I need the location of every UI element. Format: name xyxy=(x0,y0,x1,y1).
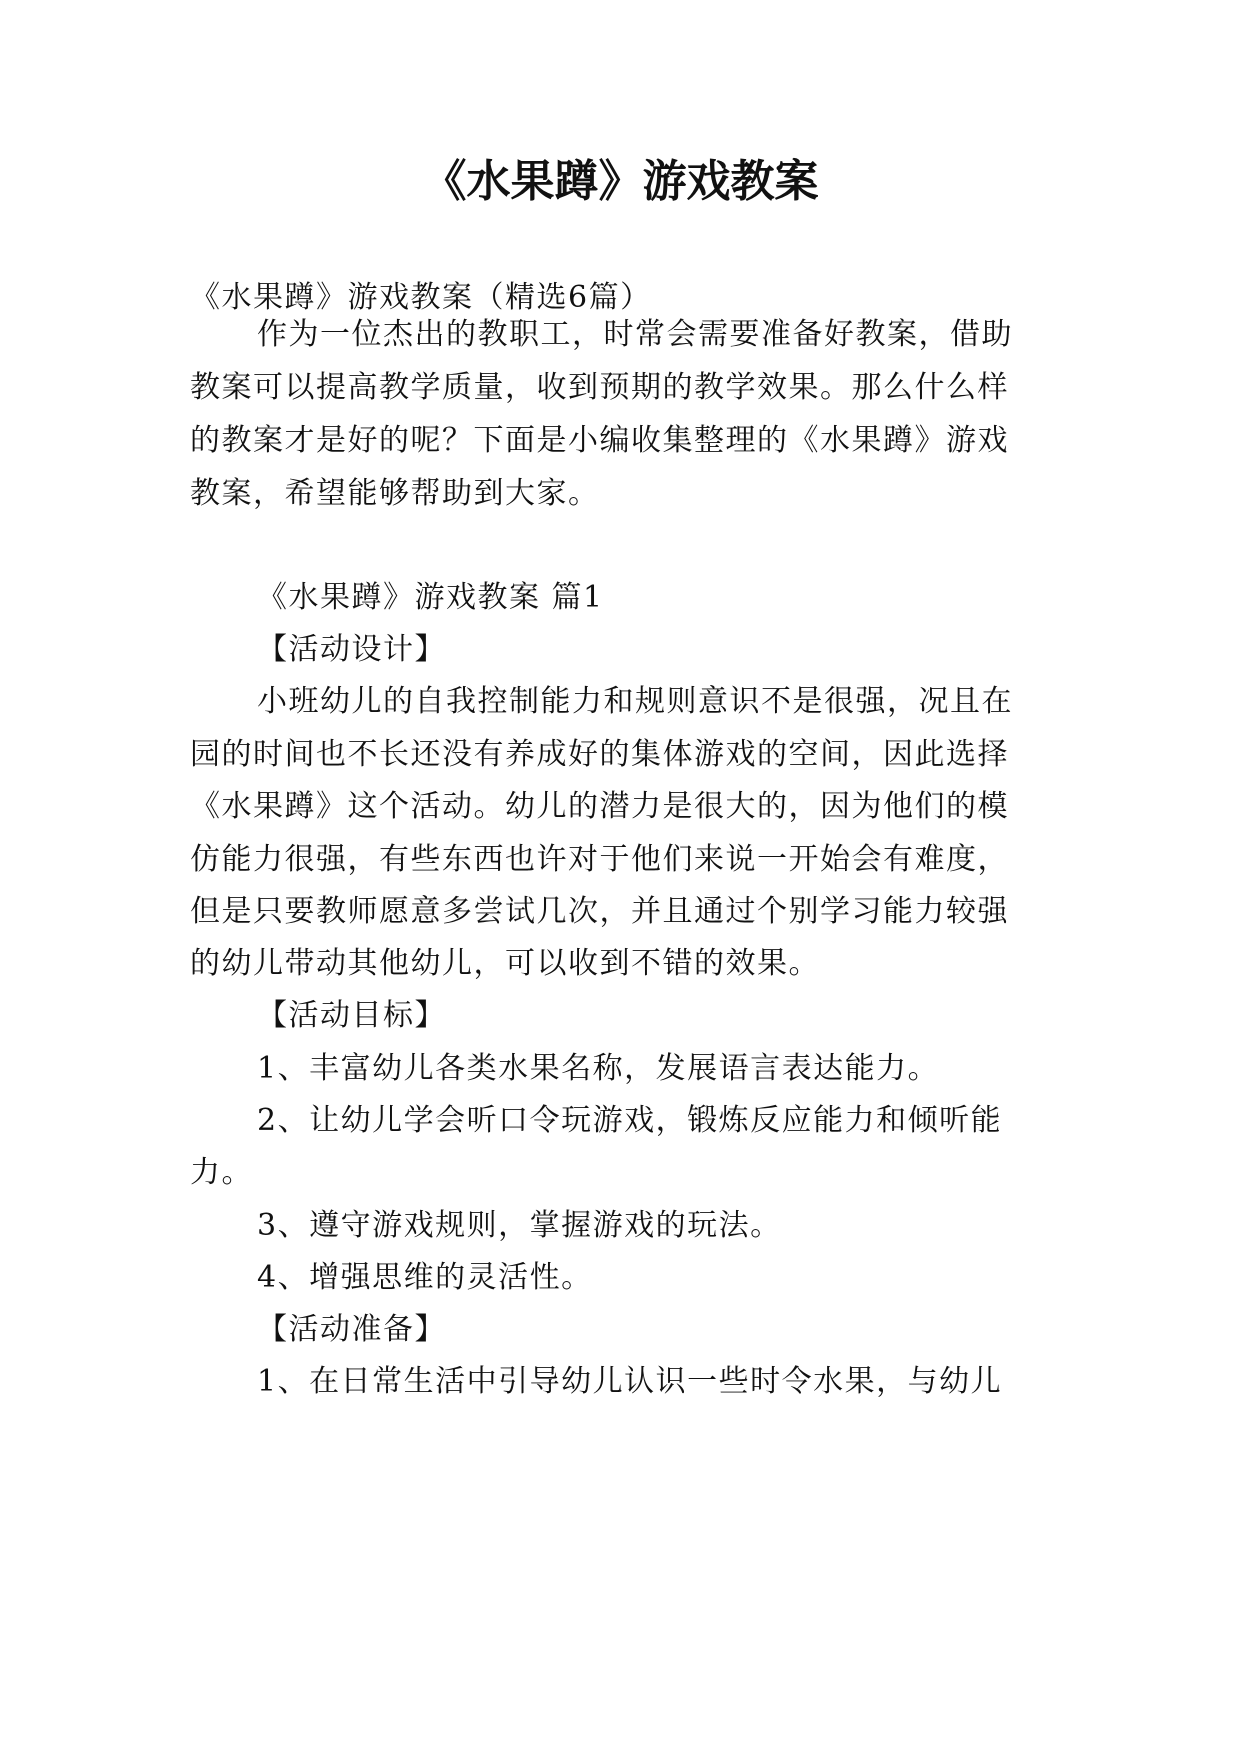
text-line: 教案可以提高教学质量，收到预期的教学效果。那么什么样 xyxy=(190,370,1009,405)
list-item: 4、增强思维的灵活性。 xyxy=(257,1260,593,1295)
list-item: 1、丰富幼儿各类水果名称，发展语言表达能力。 xyxy=(257,1051,940,1086)
text-line: 作为一位杰出的教职工，时常会需要准备好教案，借助 xyxy=(257,317,1013,352)
text-line: 的教案才是好的呢？下面是小编收集整理的《水果蹲》游戏 xyxy=(190,423,1009,458)
section-heading: 《水果蹲》游戏教案 篇1 xyxy=(257,580,604,615)
document-title: 《水果蹲》游戏教案 xyxy=(422,156,819,207)
text-line: 的幼儿带动其他幼儿，可以收到不错的效果。 xyxy=(190,946,820,981)
list-item: 3、遵守游戏规则，掌握游戏的玩法。 xyxy=(257,1208,782,1243)
section-label: 【活动目标】 xyxy=(257,998,446,1033)
text-line: 园的时间也不长还没有养成好的集体游戏的空间，因此选择 xyxy=(190,737,1009,772)
text-line: 小班幼儿的自我控制能力和规则意识不是很强，况且在 xyxy=(257,684,1013,719)
list-item: 2、让幼儿学会听口令玩游戏，锻炼反应能力和倾听能 xyxy=(257,1103,1003,1138)
subtitle-line: 《水果蹲》游戏教案（精选6篇） xyxy=(190,280,652,315)
text-line: 仿能力很强，有些东西也许对于他们来说一开始会有难度， xyxy=(190,842,1009,877)
list-item: 1、在日常生活中引导幼儿认识一些时令水果，与幼儿 xyxy=(257,1364,1003,1399)
text-line: 教案，希望能够帮助到大家。 xyxy=(190,476,600,511)
section-label: 【活动设计】 xyxy=(257,632,446,667)
text-line: 力。 xyxy=(190,1155,253,1190)
section-label: 【活动准备】 xyxy=(257,1312,446,1347)
text-line: 《水果蹲》这个活动。幼儿的潜力是很大的，因为他们的模 xyxy=(190,789,1009,824)
text-line: 但是只要教师愿意多尝试几次，并且通过个别学习能力较强 xyxy=(190,894,1009,929)
